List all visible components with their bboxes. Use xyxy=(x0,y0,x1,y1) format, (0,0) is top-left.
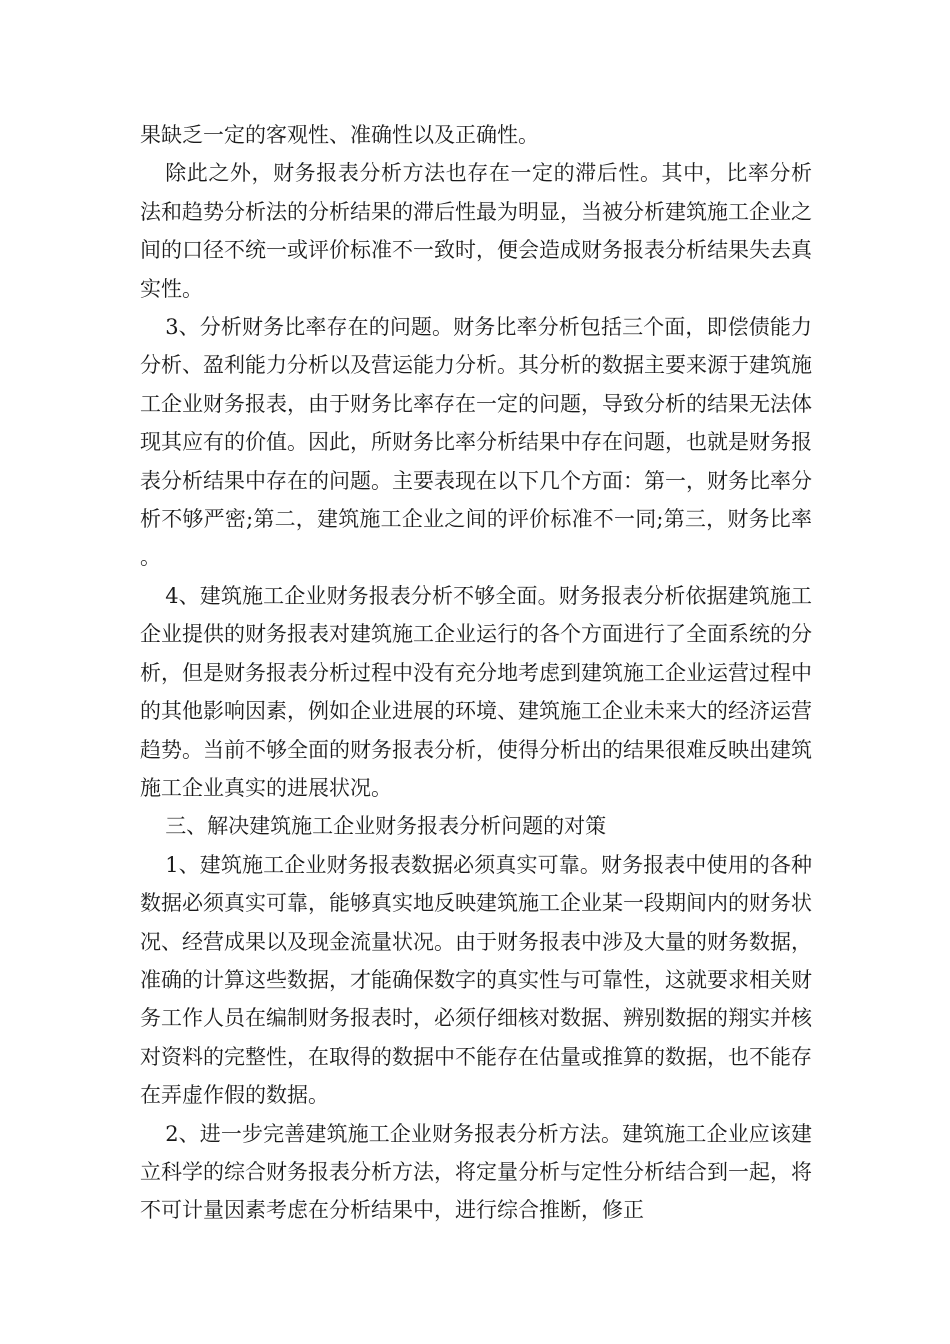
paragraph-ratio-problems: 3、分析财务比率存在的问题。财务比率分析包括三个面，即偿债能力分析、盈利能力分析以及营运能力分析。其分析的数据主要来源于建筑施工企业财务报表，由于财务比率存在一定的问题，导致分析的结果无法体现其应有的价值。因此，所财务比率分析结果中存在问题，也就是财务报表分析结果中存在的问题。主要表现在以下几个方面：第一，财务比率分析不够严密;第二，建筑施工企业之间的评价标准不一同;第三，财务比率。 xyxy=(140,315,812,570)
section-heading-countermeasures: 三、解决建筑施工企业财务报表分析问题的对策 xyxy=(165,814,607,839)
paragraph-lag-analysis: 除此之外，财务报表分析方法也存在一定的滞后性。其中，比率分析法和趋势分析法的分析结果的滞后性最为明显，当被分析建筑施工企业之间的口径不统一或评价标准不一致时，便会造成财务报表分析结果失去真实性。 xyxy=(140,161,812,301)
paragraph-improve-methods: 2、进一步完善建筑施工企业财务报表分析方法。建筑施工企业应该建立科学的综合财务报表分析方法，将定量分析与定性分析结合到一起，将不可计量因素考虑在分析结果中，进行综合推断，修正 xyxy=(140,1121,812,1223)
paragraph-continuation: 果缺乏一定的客观性、准确性以及正确性。 xyxy=(140,123,539,147)
paragraph-data-reliable: 1、建筑施工企业财务报表数据必须真实可靠。财务报表中使用的各种数据必须真实可靠，能够真实地反映建筑施工企业某一段期间内的财务状况、经营成果以及现金流量状况。由于财务报表中涉及大量的财务数据，准确的计算这些数据，才能确保数字的真实性与可靠性，这就要求相关财务工作人员在编制财务报表时，必须仔细核对数据、辨别数据的翔实并核对资料的完整性，在取得的数据中不能存在估量或推算的数据，也不能存在弄虚作假的数据。 xyxy=(140,852,812,1108)
paragraph-not-comprehensive: 4、建筑施工企业财务报表分析不够全面。财务报表分析依据建筑施工企业提供的财务报表对建筑施工企业运行的各个方面进行了全面系统的分析，但是财务报表分析过程中没有充分地考虑到建筑施工企业运营过程中的其他影响因素，例如企业进展的环境、建筑施工企业未来大的经济运营趋势。当前不够全面的财务报表分析，使得分析出的结果很难反映出建筑施工企业真实的进展状况。 xyxy=(140,583,812,800)
body-text xyxy=(140,116,812,1230)
